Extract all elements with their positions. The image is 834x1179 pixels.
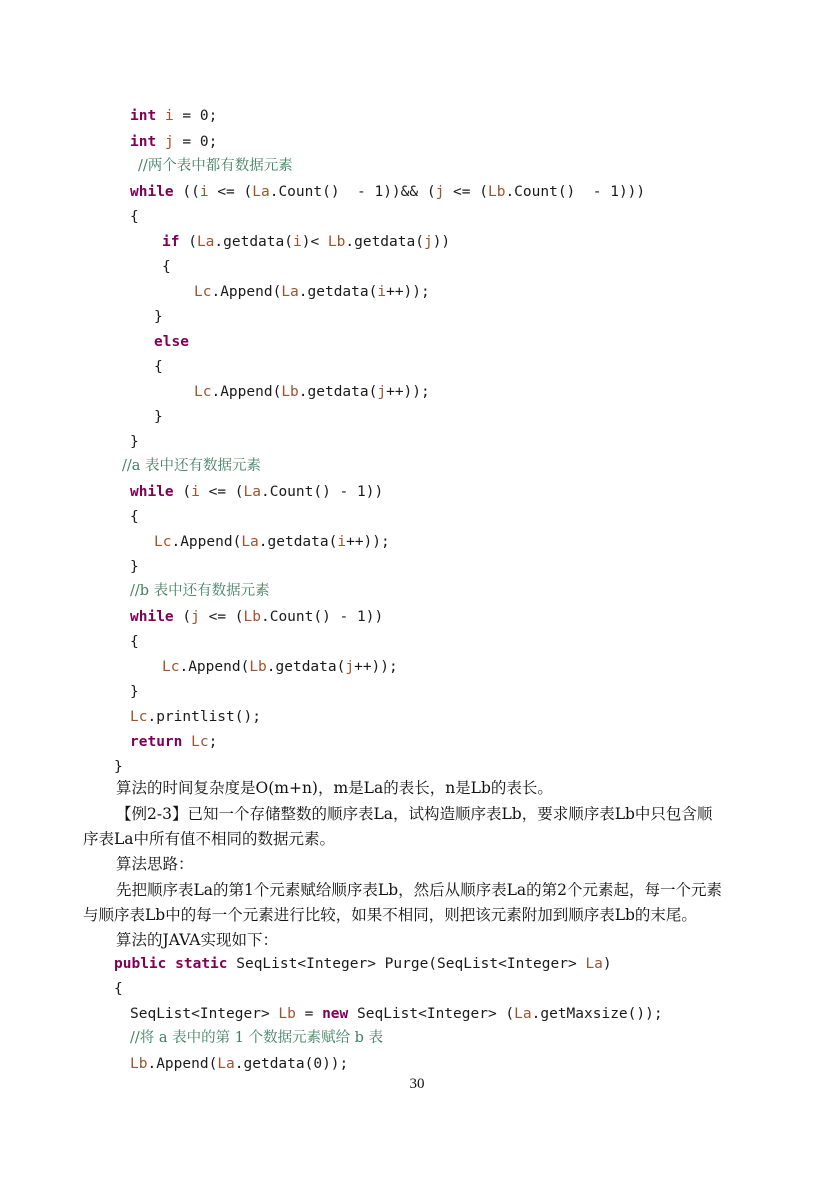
keyword: int: [130, 134, 157, 150]
code-1-line: [130, 180, 645, 204]
page-number: 30: [409, 1076, 425, 1092]
keyword: else: [154, 334, 189, 350]
code-text: .Append(: [211, 284, 282, 300]
code-1-line: [194, 280, 430, 304]
code-2-line: [130, 1052, 348, 1076]
code-1-line: [122, 454, 261, 478]
identifier: j: [345, 659, 355, 675]
code-text: .Append(: [147, 1056, 218, 1072]
code-1-line: [130, 605, 383, 629]
identifier: La: [241, 534, 259, 550]
paragraph-line: 【例2-3】已知一个存储整数的顺序表La，试构造顺序表Lb，要求顺序表Lb中只包含顺: [116, 805, 713, 823]
identifier: i: [377, 284, 387, 300]
code-comment: //b 表中还有数据元素: [130, 583, 270, 599]
code-text: }: [154, 409, 163, 425]
code-text: )<: [301, 234, 328, 250]
code-text: .getdata(: [266, 659, 346, 675]
code-1-line: [194, 380, 430, 404]
identifier: Lc: [194, 284, 212, 300]
keyword: return: [130, 734, 183, 750]
code-text: .getdata(: [258, 534, 338, 550]
code-text: .Count() - 1))): [505, 184, 646, 200]
code-text: {: [114, 981, 123, 997]
code-1-line: [154, 330, 189, 354]
code-text: .getdata(: [298, 284, 378, 300]
code-text: .Append(: [179, 659, 250, 675]
code-text: SeqList<Integer> (: [348, 1006, 515, 1022]
keyword: while: [130, 484, 174, 500]
code-text: (: [173, 609, 192, 625]
code-text: ): [602, 956, 612, 972]
code-text: .getdata(: [298, 384, 378, 400]
keyword: int: [130, 108, 157, 124]
code-text: {: [130, 634, 139, 650]
code-text: ++));: [386, 284, 430, 300]
identifier: j: [377, 384, 387, 400]
code-text: .getMaxsize());: [531, 1006, 663, 1022]
identifier: La: [281, 284, 299, 300]
code-text: = 0;: [173, 134, 218, 150]
code-text: .getdata(: [214, 234, 293, 250]
keyword: while: [130, 609, 174, 625]
keyword: static: [175, 956, 228, 972]
code-text: (: [173, 484, 192, 500]
keyword: while: [130, 184, 174, 200]
code-1-line: [130, 730, 217, 754]
code-text: ++));: [386, 384, 430, 400]
code-text: [166, 956, 175, 972]
code-text: <= (: [444, 184, 488, 200]
code-text: .Count() - 1))&& (: [269, 184, 436, 200]
code-text: {: [154, 359, 163, 375]
identifier: i: [164, 108, 174, 124]
code-2-line: [130, 1002, 663, 1026]
code-2-line: [130, 1026, 383, 1050]
code-1-line: [130, 705, 261, 729]
code-text: ++));: [354, 659, 398, 675]
code-2-line: [114, 977, 123, 1001]
code-text: {: [130, 209, 139, 225]
identifier: Lb: [130, 1056, 148, 1072]
code-text: <= (: [199, 484, 244, 500]
identifier: Lc: [130, 709, 148, 725]
identifier: Lc: [154, 534, 172, 550]
identifier: La: [196, 234, 215, 250]
code-1-line: [130, 630, 139, 654]
code-1-line: [154, 305, 163, 329]
code-text: (: [179, 234, 197, 250]
keyword: public: [114, 956, 167, 972]
code-1-line: [130, 579, 270, 603]
code-1-line: [154, 405, 163, 429]
code-1-line: [154, 530, 390, 554]
code-text: ;: [208, 734, 218, 750]
identifier: i: [337, 534, 347, 550]
code-text: }: [130, 559, 139, 575]
identifier: La: [514, 1006, 532, 1022]
code-text: = 0;: [173, 108, 218, 124]
keyword: if: [162, 234, 180, 250]
identifier: Lc: [194, 384, 212, 400]
code-comment: //将 a 表中的第 1 个数据元素赋给 b 表: [130, 1030, 384, 1046]
code-text: <= (: [199, 609, 244, 625]
code-text: }: [130, 434, 139, 450]
identifier: Lc: [191, 734, 209, 750]
identifier: Lb: [249, 659, 267, 675]
code-text: ((: [173, 184, 200, 200]
code-text: .getdata(: [345, 234, 424, 250]
identifier: La: [217, 1056, 235, 1072]
code-1-line: [162, 255, 171, 279]
code-text: .Count() - 1)): [260, 484, 384, 500]
code-1-line: [130, 680, 139, 704]
code-1-line: [162, 655, 398, 679]
identifier: La: [585, 956, 603, 972]
code-text: )): [432, 234, 451, 250]
code-text: [182, 734, 191, 750]
identifier: j: [164, 134, 174, 150]
keyword: new: [322, 1006, 349, 1022]
code-text: .Append(: [211, 384, 282, 400]
code-text: .printlist();: [147, 709, 261, 725]
code-1-line: [162, 230, 450, 254]
code-1-line: [130, 104, 217, 128]
code-text: .Append(: [171, 534, 242, 550]
code-text: }: [114, 759, 123, 775]
identifier: Lb: [278, 1006, 296, 1022]
code-comment: //两个表中都有数据元素: [138, 158, 293, 174]
identifier: Lc: [162, 659, 180, 675]
code-text: .getdata(0));: [234, 1056, 349, 1072]
code-text: {: [130, 509, 139, 525]
identifier: Lb: [281, 384, 299, 400]
identifier: La: [252, 184, 270, 200]
paragraph-line: 与顺序表Lb中的每一个元素进行比较，如果不相同，则把该元素附加到顺序表Lb的末尾。: [83, 906, 697, 924]
paragraph-line: 算法的JAVA实现如下：: [116, 931, 278, 949]
paragraph-line: 序表La中所有值不相同的数据元素。: [83, 830, 336, 848]
identifier: La: [243, 484, 261, 500]
identifier: Lb: [487, 184, 506, 200]
code-text: }: [154, 309, 163, 325]
paragraph-line: 算法的时间复杂度是O(m+n)，m是La的表长，n是Lb的表长。: [116, 779, 553, 797]
code-text: SeqList<Integer> Purge(SeqList<Integer>: [227, 956, 586, 972]
code-1-line: [130, 505, 139, 529]
code-2-line: [114, 952, 612, 976]
code-1-line: [130, 130, 217, 154]
paragraph-line: 算法思路：: [116, 855, 194, 873]
code-text: =: [295, 1006, 323, 1022]
identifier: j: [435, 184, 445, 200]
identifier: Lb: [327, 234, 346, 250]
code-text: ++));: [346, 534, 390, 550]
code-text: }: [130, 684, 139, 700]
code-text: SeqList<Integer>: [130, 1006, 279, 1022]
code-1-line: [154, 355, 163, 379]
identifier: i: [191, 484, 200, 500]
identifier: Lb: [243, 609, 261, 625]
identifier: j: [423, 234, 433, 250]
code-1-line: [130, 555, 139, 579]
code-1-line: [138, 154, 293, 178]
code-text: [156, 108, 165, 124]
identifier: j: [191, 609, 200, 625]
code-1-line: [130, 205, 139, 229]
code-comment: //a 表中还有数据元素: [122, 458, 262, 474]
identifier: i: [292, 234, 302, 250]
code-text: .Count() - 1)): [260, 609, 384, 625]
code-text: {: [162, 259, 171, 275]
code-1-line: [130, 480, 383, 504]
code-text: <= (: [208, 184, 253, 200]
code-1-line: [130, 430, 139, 454]
identifier: i: [199, 184, 209, 200]
code-text: [156, 134, 165, 150]
paragraph-line: 先把顺序表La的第1个元素赋给顺序表Lb，然后从顺序表La的第2个元素起，每一个元素: [116, 881, 723, 899]
